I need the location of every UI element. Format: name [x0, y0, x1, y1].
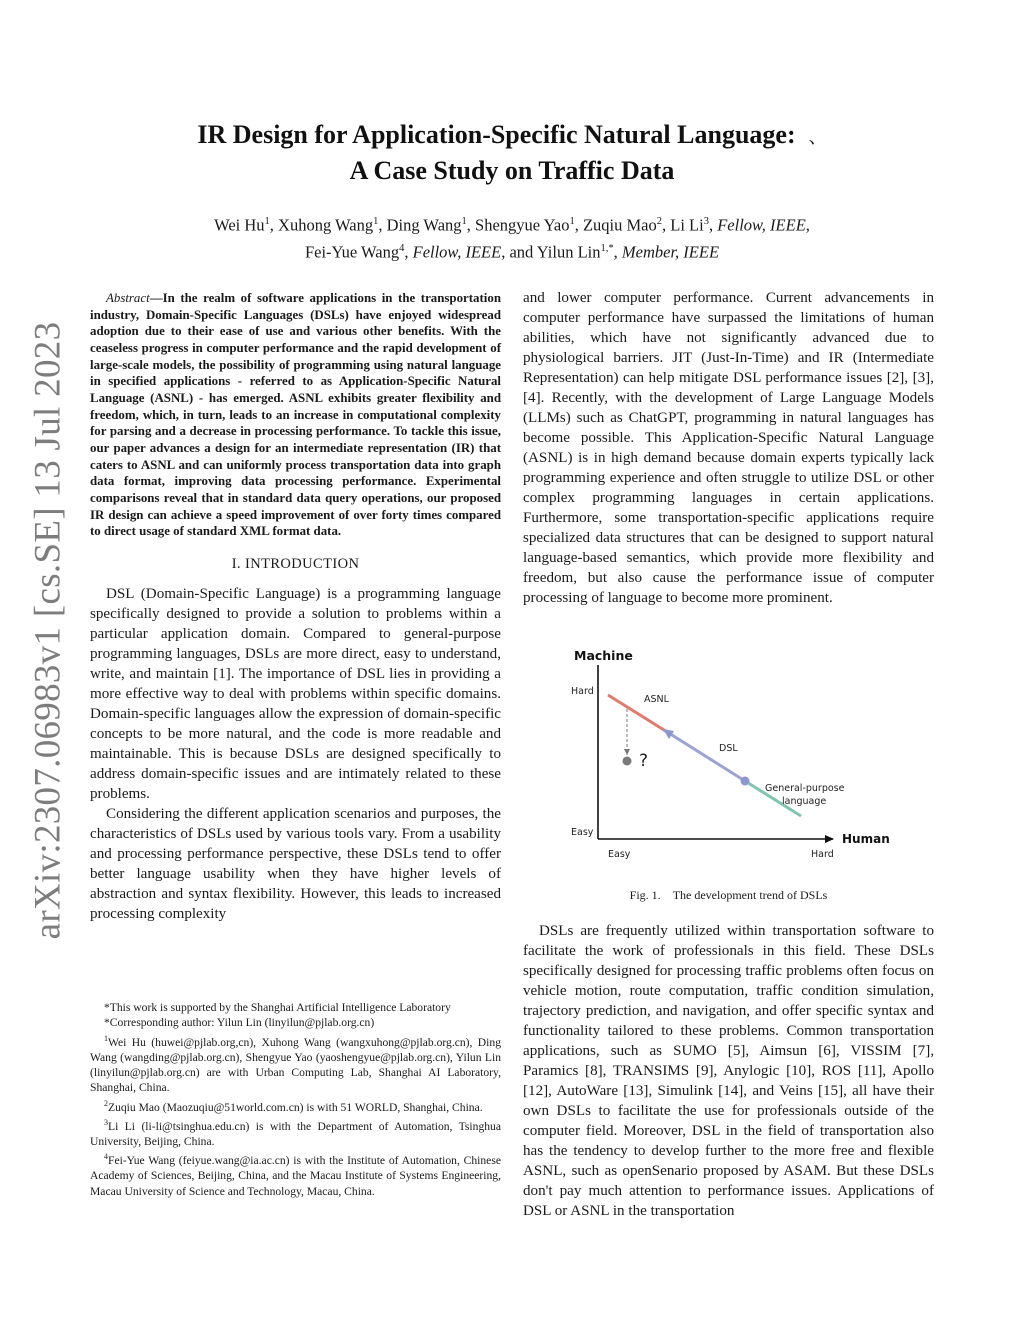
paper-title	[0, 118, 1024, 187]
title-line-1: IR Design for Application-Specific Natural Language:	[197, 120, 796, 149]
footnote-1	[90, 1031, 501, 1096]
dsl-point	[741, 777, 750, 786]
footnote-mark: 1	[104, 1033, 108, 1043]
footnote-mark: 4	[104, 1152, 108, 1162]
author: Li Li	[670, 215, 704, 235]
author-grade: Fellow, IEEE	[412, 242, 502, 261]
section-heading-introduction: I. INTRODUCTION	[231, 555, 360, 572]
footnote-text: Zuqiu Mao (Maozuqiu@51world.com.cn) is with 51 WORLD, Shanghai, China.	[108, 1100, 483, 1114]
y-axis-title: Machine	[574, 648, 633, 663]
author: Zuqiu Mao	[582, 215, 657, 235]
footnote-4	[90, 1149, 501, 1199]
footnote-corresponding: *Corresponding author: Yilun Lin (linyilun@pjlab.org.cn)	[104, 1016, 375, 1030]
affiliation-mark: 3	[703, 216, 709, 227]
footnote-3	[90, 1115, 501, 1149]
author-conjunction: and	[509, 242, 534, 261]
author: Ding Wang	[386, 215, 462, 235]
affiliation-mark: 1	[461, 216, 467, 227]
abstract-dash: —	[149, 291, 163, 305]
intro-paragraph-4: DSLs are frequently utilized within transportation software to facilitate the work of professionals in this field. These DSLs specifically designed for processing traffic problems often focus on vehicle motion, route computation, traffic condition simulation, trajectory prediction, and navigation, and offer specific syntax and functionality tailored to these problems. Common transportation applications, such as SUMO [5], Aimsun [6], VISSIM [7], Paramics [8], TRANSIMS [9], Anylogic [10], ROS [11], Apollo [12], AutoWare [13], Simulink [14], and Veins [15], all have their own DSLs to facilitate the use for professionals outside of the computer field. Moreover, DSL in the field of transportation also has the tendency to develop further to the more free and flexible ASNL, such as openSenario proposed by ASAM. But these DSLs don't pay much attention to performance issues. Applications of DSL or ASNL in the transportation	[523, 923, 934, 1219]
title-stray-mark: 、	[808, 127, 827, 147]
footnotes	[90, 1000, 501, 1199]
footnote-2	[90, 1096, 501, 1115]
intro-continued	[523, 288, 934, 608]
affiliation-mark: 1	[569, 216, 575, 227]
x-tick-easy: Easy	[608, 849, 631, 860]
y-tick-hard: Hard	[571, 686, 594, 697]
figure-caption-text: The development trend of DSLs	[672, 888, 828, 902]
x-tick-hard: Hard	[811, 849, 834, 860]
left-column	[90, 290, 501, 924]
x-axis-title: Human	[842, 832, 890, 846]
development-trend-diagram	[523, 633, 934, 883]
affiliation-mark: 1	[264, 216, 270, 227]
author-list: Wei Hu$^1$, Xuhong Wang$^1$, Ding Wang$^1$, Shengyue Yao$^1$, Zuqiu Mao$^2$, Li Li$^3$, Fellow, IEEE, Fei-Yue Wang$^4$, Fellow, IEEE, and Yilun Lin$^{1,*}$, Member, IEEE	[214, 215, 810, 261]
unknown-point	[623, 757, 632, 766]
footnote-mark: 3	[104, 1117, 108, 1127]
title-line-2: A Case Study on Traffic Data	[349, 156, 675, 185]
intro-paragraph-2: Considering the different application scenarios and purposes, the characteristics of DSLs used by various tools vary. From a usability and processing performance perspective, these DSLs tend to offer better language usability when they have higher levels of abstraction and syntax flexibility. However, this leads to increased processing complexity	[90, 805, 501, 922]
affiliation-mark: 1	[373, 216, 379, 227]
author: Yilun Lin	[536, 242, 601, 261]
figure-caption	[523, 888, 934, 903]
author: Shengyue Yao	[475, 215, 570, 235]
right-column	[523, 288, 934, 1221]
label-general-purpose-1: General-purpose	[765, 783, 845, 794]
footnote-mark: 2	[104, 1098, 108, 1108]
arxiv-identifier-text: arXiv:2307.06983v1 [cs.SE] 13 Jul 2023	[27, 321, 69, 939]
affiliation-mark: 2	[656, 216, 662, 227]
footnote-text: Li Li (li-li@tsinghua.edu.cn) is with the Department of Automation, Tsinghua University, Beijing, China.	[90, 1119, 501, 1148]
label-general-purpose-2: language	[782, 796, 827, 807]
intro-continued-2	[523, 921, 934, 1221]
abstract-label: Abstract	[106, 291, 150, 305]
figure-number: Fig. 1.	[629, 888, 661, 902]
abstract-text: In the realm of software applications in the transportation industry, Domain-Specific Languages (DSLs) have enjoyed widespread adoption due to their ease of use and various other benefits. With the ceaseless progress in computer performance and the rapid development of large-scale models, the possibility of programming using natural language in specified applications - referred to as Application-Specific Natural Language (ASNL) - has emerged. ASNL exhibits greater flexibility and freedom, which, in turn, leads to an increase in computational complexity for parsing and a decrease in processing performance. To tackle this issue, our paper advances a design for an intermediate representation (IR) that caters to ASNL and can uniformly process transportation data into graph data format, improving data processing performance. Experimental comparisons reveal that in standard data query operations, our proposed IR design can achieve a speed improvement of over forty times compared to direct usage of standard XML format data.	[90, 291, 501, 539]
affiliation-mark: 1,*	[600, 242, 614, 254]
author-grade: Fellow, IEEE	[717, 215, 806, 235]
affiliation-mark: 4	[399, 242, 405, 254]
author: Xuhong Wang	[278, 215, 374, 235]
label-asnl: ASNL	[644, 694, 669, 705]
author: Wei Hu	[214, 215, 265, 235]
footnote-support: *This work is supported by the Shanghai Artificial Intelligence Laboratory	[104, 1001, 451, 1014]
intro-paragraph-3: and lower computer performance. Current advancements in computer performance have surpassed the limitations of human abilities, which have not significantly advanced due to physiological barriers. JIT (Just-In-Time) and IR (Intermediate Representation) can help mitigate DSL performance issues [2], [3], [4]. Recently, with the development of Large Language Models (LLMs) such as ChatGPT, programming in natural languages has become possible. This Application-Specific Natural Language (ASNL) is in high demand because domain experts typically lack programming experience and often struggle to utilize DSL or other complex programming languages in certain applications. Furthermore, some transportation-specific applications require specialized data structures that can be designed to support natural language-based semantics, which provide more flexibility and freedom, but also cause the performance issue of computer processing of language to become more prominent.	[523, 290, 934, 606]
label-dsl: DSL	[719, 743, 738, 754]
figure-1	[523, 633, 934, 883]
intro-paragraph-1: DSL (Domain-Specific Language) is a programming language specifically designed to provide a solution to problems within a particular application domain. Compared to general-purpose programming languages, DSLs are more direct, easy to understand, write, and maintain [1]. The importance of DSL lies in providing a more effective way to deal with problems within specific domains. Domain-specific languages allow the expression of domain-specific concepts to be more natural, and the code is more readable and maintainable. This is because DSLs are designed specifically to address domain-specific issues and are intimately related to these problems.	[90, 585, 501, 802]
author-grade: Member, IEEE	[621, 242, 720, 261]
author: Fei-Yue Wang	[304, 242, 400, 261]
footnote-text: Fei-Yue Wang (feiyue.wang@ia.ac.cn) is with the Institute of Automation, Chinese Academy of Sciences, Beijing, China, and the Macau Institute of Systems Engineering, Macau University of Science and Technology, Macau, China.	[90, 1154, 501, 1198]
abstract	[90, 290, 501, 540]
introduction-body	[90, 584, 501, 924]
footnote-text: Wei Hu (huwei@pjlab.org,cn), Xuhong Wang (wangxuhong@pjlab.org.cn), Ding Wang (wangding@pjlab.org.cn), Shengyue Yao (yaoshengyue@pjlab.org.cn), Yilun Lin (linyilun@pjlab.org.cn) are with Urban Computing Lab, Shanghai AI Laboratory, Shanghai, China.	[90, 1035, 501, 1095]
y-tick-easy: Easy	[571, 827, 594, 838]
arxiv-identifier	[27, 310, 69, 950]
question-mark: ?	[639, 751, 649, 771]
dsl-segment	[664, 730, 745, 781]
